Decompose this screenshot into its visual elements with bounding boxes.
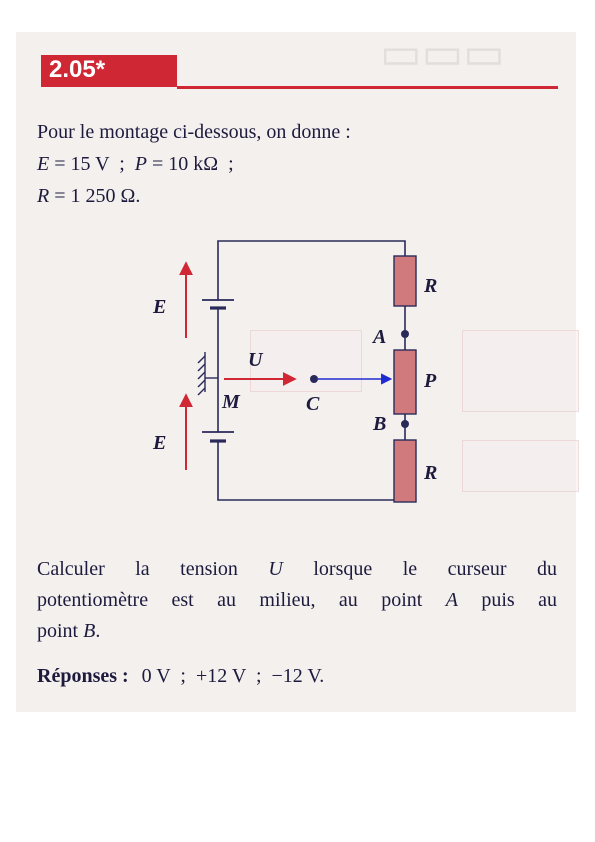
node-a	[401, 330, 409, 338]
label-p: P	[424, 370, 437, 392]
label-a: A	[373, 326, 387, 348]
label-u: U	[248, 349, 263, 371]
label-e-bottom: E	[153, 432, 167, 454]
bleed-through-text: ▭▭▭	[380, 29, 505, 78]
label-r-bottom: R	[424, 462, 438, 484]
circuit-wires	[218, 241, 405, 500]
potentiometer	[394, 350, 416, 414]
label-b: B	[373, 413, 387, 435]
label-c: C	[306, 393, 320, 415]
node-c	[310, 375, 318, 383]
answers-values: 0 V ; +12 V ; −12 V.	[141, 665, 325, 687]
label-m: M	[222, 391, 240, 413]
resistor-bottom	[394, 440, 416, 502]
ground-symbol	[198, 352, 218, 395]
question-text: Calculer la tension U lorsque le curseur du potentiomètre est au milieu, au point A puis au point B.	[37, 558, 557, 642]
node-b	[401, 420, 409, 428]
answers-line	[37, 662, 324, 690]
statement-values-line-2: R = 1 250 Ω.	[37, 185, 141, 207]
battery-bottom	[202, 432, 234, 441]
statement-intro: Pour le montage ci-dessous, on donne :	[37, 121, 351, 143]
resistor-top	[394, 256, 416, 306]
label-e-top: E	[153, 296, 167, 318]
statement-values-line-1: E = 15 V ; P = 10 kΩ ;	[37, 153, 234, 175]
exercise-number: 2.05*	[49, 56, 106, 83]
answers-label: Réponses :	[37, 665, 129, 687]
battery-top	[202, 300, 234, 308]
label-r-top: R	[424, 275, 438, 297]
